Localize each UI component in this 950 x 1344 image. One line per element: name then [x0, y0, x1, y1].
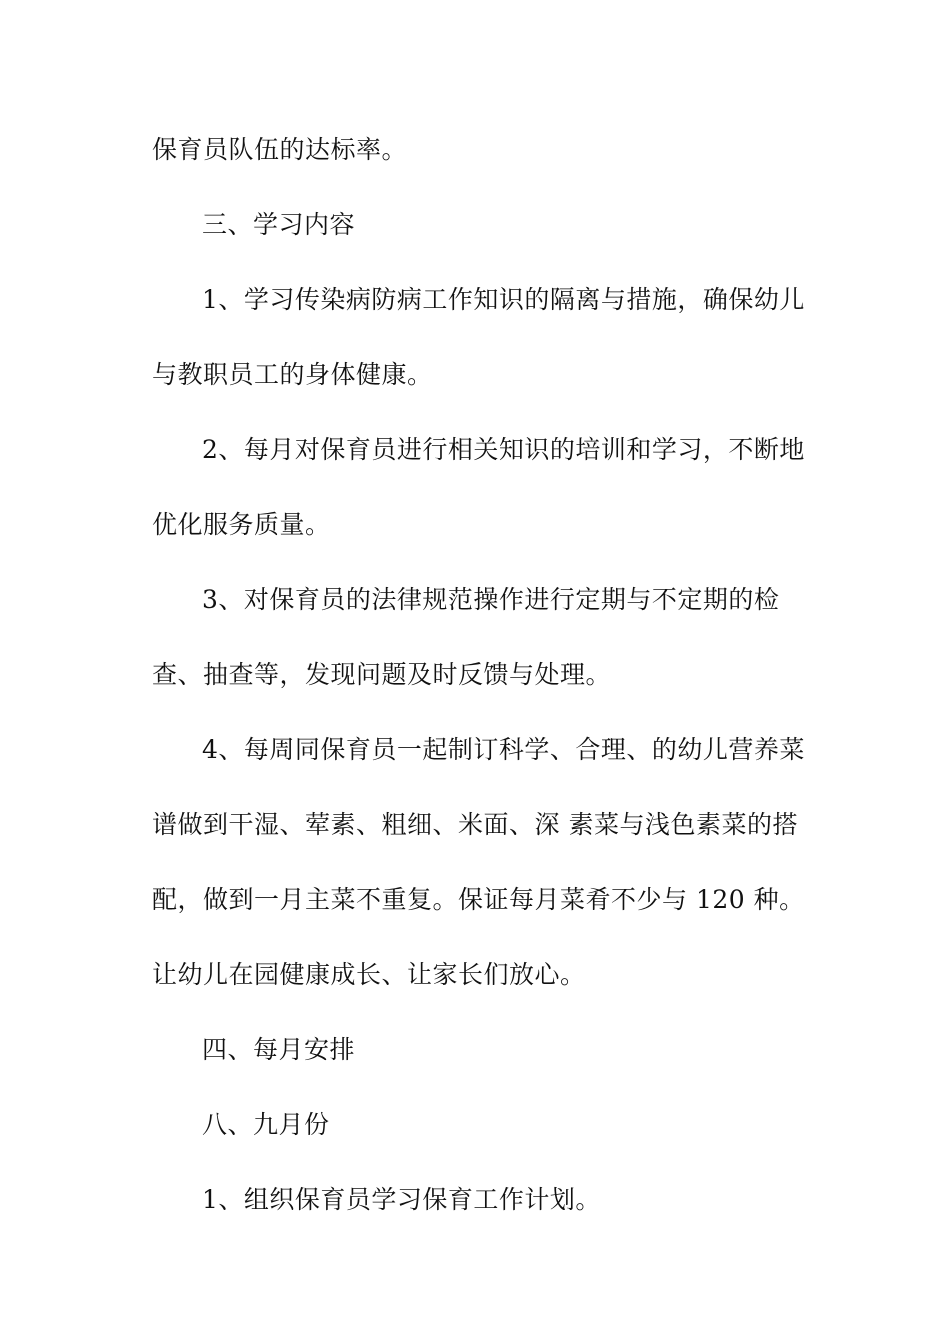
text-line: 查、抽查等，发现问题及时反馈与处理。 — [152, 660, 612, 689]
text-line: 与教职员工的身体健康。 — [152, 360, 433, 389]
text-line: 配，做到一月主菜不重复。保证每月菜肴不少与 120 种。 — [152, 885, 805, 914]
text-line: 优化服务质量。 — [152, 510, 331, 539]
text-line: 谱做到干湿、荤素、粗细、米面、深 素菜与浅色素菜的搭 — [152, 810, 798, 839]
text-line: 2、每月对保育员进行相关知识的培训和学习，不断地 — [202, 435, 805, 464]
text-line: 保育员队伍的达标率。 — [152, 135, 408, 164]
subsection-heading: 八、九月份 — [202, 1110, 330, 1139]
section-heading: 三、学习内容 — [202, 210, 356, 239]
section-heading: 四、每月安排 — [202, 1035, 356, 1064]
text-line: 1、组织保育员学习保育工作计划。 — [202, 1185, 601, 1214]
text-line: 4、每周同保育员一起制订科学、合理、的幼儿营养菜 — [202, 735, 805, 764]
text-line: 3、对保育员的法律规范操作进行定期与不定期的检 — [202, 585, 780, 614]
text-line: 让幼儿在园健康成长、让家长们放心。 — [152, 960, 586, 989]
text-line: 1、学习传染病防病工作知识的隔离与措施，确保幼儿 — [202, 285, 805, 314]
